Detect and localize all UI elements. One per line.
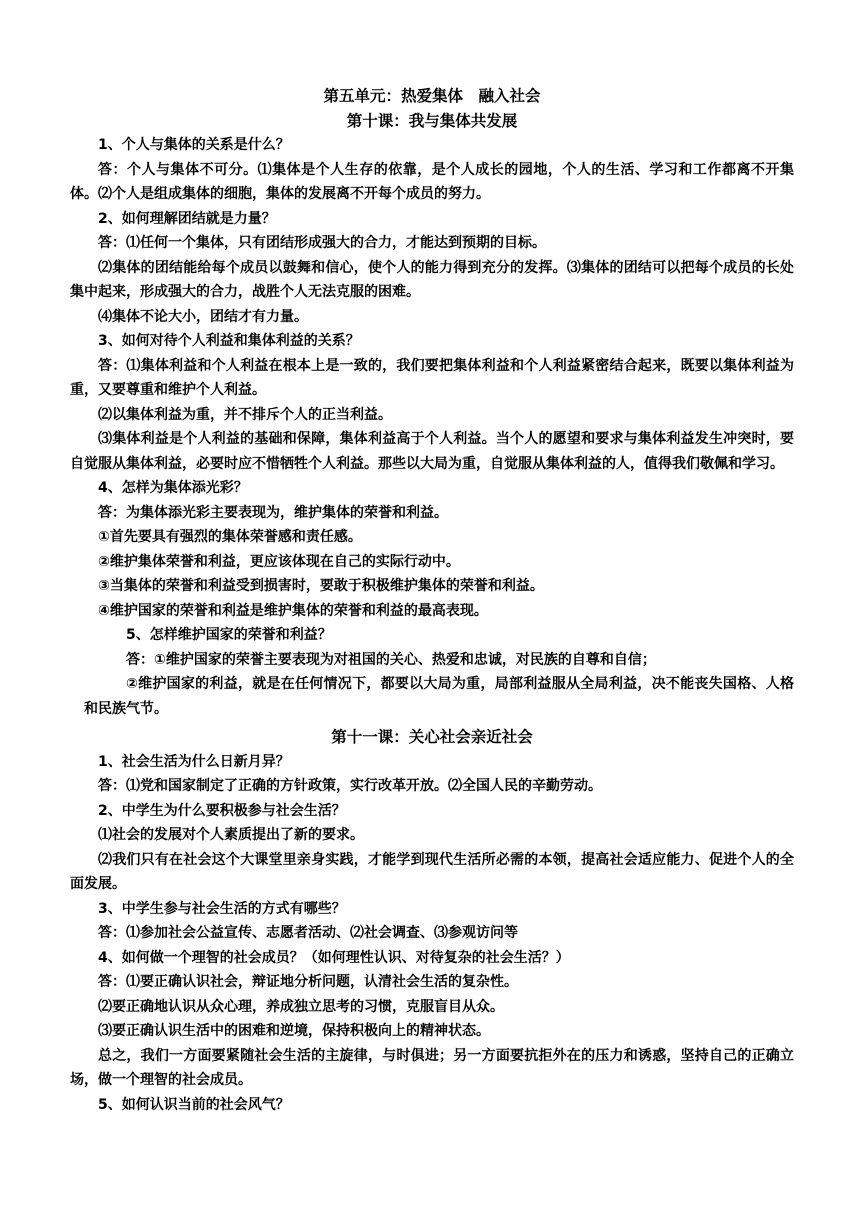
lesson-11-title: 第十一课：关心社会亲近社会 [331,728,533,746]
l11-question-3: 3、中学生参与社会生活的方式有哪些？ [98,900,346,917]
l11-answer-2-1: ⑴社会的发展对个人素质提出了新的要求。 [98,827,364,843]
l11-question-2: 2、中学生为什么要积极参与社会生活？ [98,802,346,819]
question-4: 4、怎样为集体添光彩？ [98,480,248,496]
answer-5-1: 答：①维护国家的荣誉主要表现为对祖国的关心、热爱和忠诚，对民族的自尊和自信； [126,651,656,668]
answer-4-2: ②维护集体荣誉和利益，更应该体现在自己的实际行动中。 [98,553,460,570]
l11-answer-4-2: ⑵要正确地认识从众心理，养成独立思考的习惯，克服盲目从众。 [98,998,504,1015]
question-1: 1、个人与集体的关系是什么？ [98,137,290,153]
question-5: 5、怎样维护国家的荣誉和利益？ [126,627,332,643]
answer-4: 答：为集体添光彩主要表现为，维护集体的荣誉和利益。 [98,504,448,521]
answer-2-3: ⑷集体不论大小，团结才有力量。 [98,308,308,325]
l11-question-4: 4、如何做一个理智的社会成员？（如何理性认识、对待复杂的社会生活？） [98,949,570,966]
l11-question-1: 1、社会生活为什么日新月异？ [98,753,290,770]
answer-1: 答：个人与集体不可分。⑴集体是个人生存的依靠，是个人成长的园地，个人的生活、学习和工作都离不开集体。⑵个人是组成集体的细胞，集体的发展离不开每个成员的努力。 [70,161,794,202]
unit-title: 第五单元：热爱集体 融入社会 [323,87,541,105]
question-2: 2、如何理解团结就是力量？ [98,210,276,227]
l11-summary: 总之，我们一方面要紧随社会生活的主旋律，与时俱进；另一方面要抗拒外在的压力和诱惑，坚持自己的正确立场，做一个理智的社会成员。 [70,1047,794,1088]
question-3: 3、如何对待个人利益和集体利益的关系？ [98,333,360,349]
answer-4-3: ③当集体的荣誉和利益受到损害时，要敢于积极维护集体的荣誉和利益。 [98,578,544,594]
l11-answer-4-3: ⑶要正确认识生活中的困难和逆境，保持积极向上的精神状态。 [98,1023,490,1039]
l11-answer-1: 答：⑴党和国家制定了正确的方针政策，实行改革开放。⑵全国人民的辛勤劳动。 [98,778,602,794]
answer-3-2: ⑵以集体利益为重，并不排斥个人的正当利益。 [98,406,392,423]
l11-answer-4-1: 答：⑴要正确认识社会，辩证地分析问题，认清社会生活的复杂性。 [98,974,518,990]
document-page [70,84,794,1117]
lesson-10-title: 第十课：我与集体共发展 [346,111,518,130]
answer-3-3: ⑶集体利益是个人利益的基础和保障，集体利益高于个人利益。当个人的愿望和要求与集体利益发生冲突时，要自觉服从集体利益，必要时应不惜牺牲个人利益。那些以大局为重，自觉服从集体利益的人，值得我们敬佩和学习。 [70,431,794,472]
answer-3-1: 答：⑴集体利益和个人利益在根本上是一致的，我们要把集体利益和个人利益紧密结合起来，既要以集体利益为重，又要尊重和维护个人利益。 [70,357,794,398]
l11-answer-2-2: ⑵我们只有在社会这个大课堂里亲身实践，才能学到现代生活所必需的本领，提高社会适应能力、促进个人的全面发展。 [70,851,794,892]
l11-question-5: 5、如何认识当前的社会风气？ [98,1096,290,1113]
answer-2-1: 答：⑴任何一个集体，只有团结形成强大的合力，才能达到预期的目标。 [98,235,546,251]
answer-2-2: ⑵集体的团结能给每个成员以鼓舞和信心，使个人的能力得到充分的发挥。⑶集体的团结可以把每个成员的长处集中起来，形成强大的合力，战胜个人无法克服的困难。 [70,259,794,300]
answer-5-2: ②维护国家的利益，就是在任何情况下，都要以大局为重，局部利益服从全局利益，决不能丧失国格、人格和民族气节。 [84,676,794,717]
answer-4-1: ①首先要具有强烈的集体荣誉感和责任感。 [98,529,362,545]
l11-answer-3: 答：⑴参加社会公益宣传、志愿者活动、⑵社会调查、⑶参观访问等 [98,925,518,941]
answer-4-4: ④维护国家的荣誉和利益是维护集体的荣誉和利益的最高表现。 [98,602,488,619]
